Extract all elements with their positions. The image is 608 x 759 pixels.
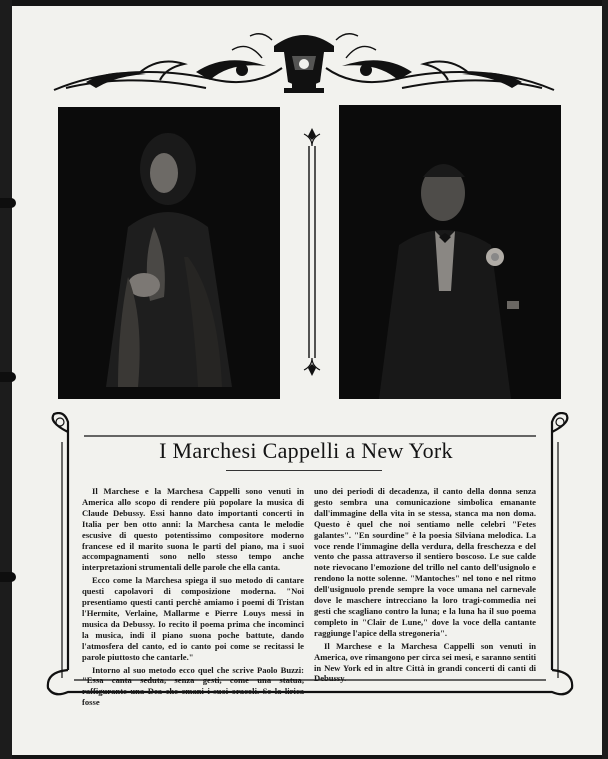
article-column-right [314,486,536,686]
paragraph: Ecco come la Marchesa spiega il suo metodo di cantare questi capolavori di composizione moderna. "Noi presentiamo questi canti perchè amiamo i poemi di Tristan l'Hermite, Verlaine, Mallarme e Pierre Louys messi in musica da Debussy. Io recito il poema prima che incominci la musica, indi il piano suona poche battute, dando l'atmosfera del canto, ed io canto poi come se recitassi le parole piuttosto che cantarle." [82,575,304,662]
portrait-man-image [339,105,561,399]
header-ornament-icon [46,28,562,100]
paragraph: Il Marchese e la Marchesa Cappelli son venuti in America, ove rimangono per circa sei mesi, e saranno sentiti in New York ed in altre Città in grandi concerti di canti di Debussy. [314,640,536,684]
portrait-woman-image [58,107,280,399]
article-title: I Marchesi Cappelli a New York [159,438,453,463]
fleur-divider-icon [300,128,324,376]
paragraph: uno dei periodi di decadenza, il canto della donna senza gesto sembra una comunicazione simbolica emanante dall'immagine della vita in se stessa, stanca ma non doma. Questo è quel che noi sentiamo nelle celebri "Fetes galantes". "En sourdine" è la poesia Silviana melodica. La voce rende l'immagine della verdura, della freschezza e del vento che passa attraverso il sentiero boscoso. Le sue calde note rievocano l'emozione del trillo nel canto dell'usignolo e rendono la notte solenne. "Mantoches" nel tono e nel ritmo dell'usignuolo prende sempre la voce umana nel carnevale dove le maschere intrecciano la loro tragi-commedia nei gesti che scagliano contro la luna; e la luna ha il suo poema completo in "Clair de Lune," dove la voce della cantante raggiunge l'apice della stregoneria". [314,486,536,638]
binding-hole [0,372,16,382]
title-underline [226,470,382,471]
portrait-photo-marchese [339,105,561,399]
paragraph: Il Marchese e la Marchesa Cappelli sono venuti in America allo scopo di rendere più popolare la musica di Claude Debussy. Essi hanno dato importanti concerti in Italia per ben otto anni: la Marchesa canta le melodie escusive di questo potentissimo compositore moderno francese ed il marito suona le parti del piano, ma i suoi accompagnamenti sono nello stesso tempo anche interpretazioni strumentali delle parole che ella canta. [82,486,304,573]
portrait-photo-marchesa [58,107,280,399]
paragraph: Intorno al suo metodo ecco quel che scrive Paolo Buzzi: "Essa canta seduta, senza gesti, come una statua, raffigurante una Dea che emani i suoi oracoli. Se la lirica fosse [82,664,304,708]
binding-hole [0,572,16,582]
article-column-left [82,486,304,710]
binding-hole [0,198,16,208]
scan-right-edge [602,0,608,759]
